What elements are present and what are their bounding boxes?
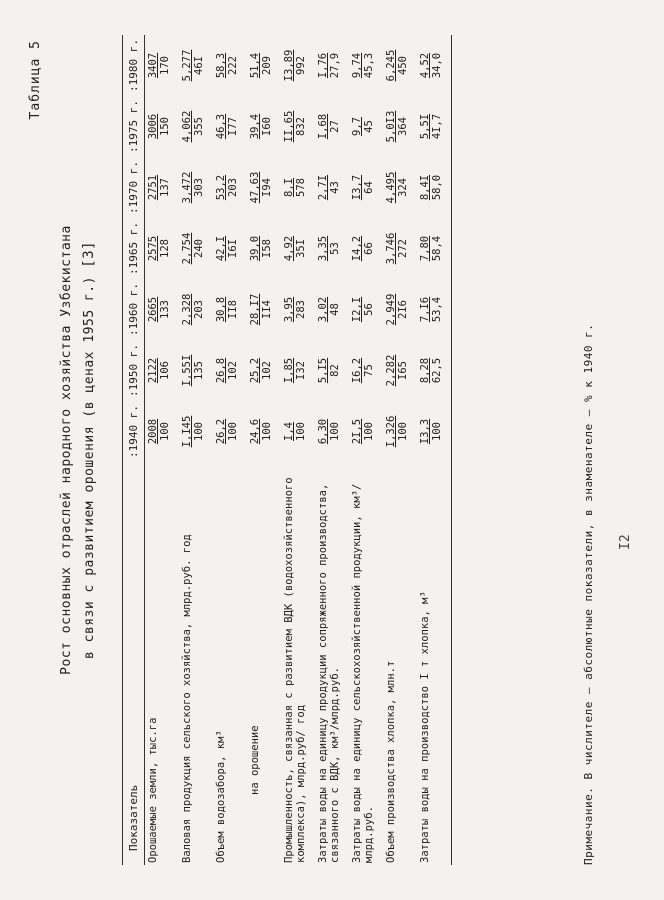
absolute-value: I,4 (283, 422, 295, 441)
row-label: Валовая продукция сельского хозяйства, млрд.руб. год (181, 534, 193, 863)
value-cell (417, 96, 452, 157)
percent-value: 102 (227, 361, 239, 380)
row-label: Промышленность, связанная с развитием ВДК (водохозяйственного комплекса), млрд.руб/ год (283, 477, 307, 863)
value-cell (383, 218, 417, 279)
table-row (213, 35, 247, 865)
row-label: на орошение (249, 725, 261, 795)
table-row (417, 35, 452, 865)
value-cell (281, 35, 315, 96)
absolute-value: I3,7 (351, 174, 363, 201)
title-line-2 (78, 60, 101, 840)
absolute-value: 8,28 (419, 357, 431, 384)
percent-value: 48 (329, 303, 341, 316)
value-cell (417, 401, 452, 462)
absolute-value: 26,8 (215, 357, 227, 384)
value-cell (145, 96, 180, 157)
percent-value: 100 (363, 422, 375, 441)
value-cell (349, 157, 383, 218)
value-cell (349, 279, 383, 340)
year-header: :1960 г. (123, 279, 145, 340)
percent-value: 324 (397, 178, 409, 197)
absolute-value: I,I45 (181, 415, 193, 448)
percent-value: 355 (193, 117, 205, 136)
value-cell (145, 401, 180, 462)
title-line-2-text: в связи с развитием орошения (в ценах 1955 г.) (82, 276, 97, 660)
absolute-value: I6,2 (351, 357, 363, 384)
percent-value: 4I,7 (431, 113, 443, 140)
row-label: Объем водозабора, км³ (215, 730, 227, 863)
absolute-value: 26,2 (215, 418, 227, 445)
percent-value: 106 (159, 361, 171, 380)
percent-value: 53,4 (431, 296, 443, 323)
row-label: Затраты воды на производство I т хлопка, м³ (417, 462, 452, 865)
percent-value: 56 (363, 303, 375, 316)
absolute-value: 25,2 (249, 357, 261, 384)
absolute-value: 8,I (283, 178, 295, 197)
percent-value: 222 (227, 56, 239, 75)
absolute-value: 39,4 (249, 113, 261, 140)
table-body (145, 35, 452, 865)
percent-value: 135 (193, 361, 205, 380)
absolute-value: I,55I (181, 354, 193, 387)
absolute-value: 24,6 (249, 418, 261, 445)
percent-value: 203 (193, 300, 205, 319)
value-cell (417, 35, 452, 96)
absolute-value: 51,4 (249, 52, 261, 79)
percent-value: 75 (363, 364, 375, 377)
absolute-value: 7,I6 (419, 296, 431, 323)
value-cell (315, 157, 349, 218)
value-cell (315, 96, 349, 157)
percent-value: 46I (193, 56, 205, 75)
value-cell (281, 157, 315, 218)
year-header: :1965 г. (123, 218, 145, 279)
percent-value: 992 (295, 56, 307, 75)
absolute-value: 2I,5 (351, 418, 363, 445)
absolute-value: 30,8 (215, 296, 227, 323)
absolute-value: I2,I (351, 296, 363, 323)
absolute-value: 5,5I (419, 113, 431, 140)
percent-value: 58,4 (431, 235, 443, 262)
value-cell (247, 218, 281, 279)
percent-value: 100 (159, 422, 171, 441)
value-cell (145, 279, 180, 340)
absolute-value: 2665 (147, 296, 159, 323)
absolute-value: 7,80 (419, 235, 431, 262)
absolute-value: 42,I (215, 235, 227, 262)
value-cell (247, 157, 281, 218)
value-cell (383, 340, 417, 401)
absolute-value: 4,92 (283, 235, 295, 262)
value-cell (179, 35, 213, 96)
absolute-value: 4,52 (419, 52, 431, 79)
percent-value: 82 (329, 364, 341, 377)
value-cell (179, 218, 213, 279)
absolute-value: 28,I7 (249, 293, 261, 326)
absolute-value: II,65 (283, 110, 295, 143)
percent-value: 364 (397, 117, 409, 136)
value-cell (383, 96, 417, 157)
value-cell (417, 157, 452, 218)
absolute-value: 46,3 (215, 113, 227, 140)
absolute-value: 2,754 (181, 232, 193, 265)
percent-value: 203 (227, 178, 239, 197)
table-title (56, 60, 101, 840)
value-cell (179, 279, 213, 340)
value-cell (213, 279, 247, 340)
value-cell (315, 401, 349, 462)
value-cell (179, 96, 213, 157)
value-cell (247, 340, 281, 401)
absolute-value: 2,7I (317, 174, 329, 201)
table-row (247, 35, 281, 865)
value-cell (145, 157, 180, 218)
value-cell (281, 401, 315, 462)
absolute-value: 3,472 (181, 171, 193, 204)
header-row (123, 35, 145, 865)
percent-value: 53 (329, 242, 341, 255)
table-row (281, 35, 315, 865)
absolute-value: 2,949 (385, 293, 397, 326)
absolute-value: 47,63 (249, 171, 261, 204)
table-row (349, 35, 383, 865)
absolute-value: 3,95 (283, 296, 295, 323)
absolute-value: I3,89 (283, 49, 295, 82)
percent-value: 240 (193, 239, 205, 258)
year-header: :1940 г. (123, 401, 145, 462)
value-cell (281, 340, 315, 401)
percent-value: 128 (159, 239, 171, 258)
value-cell (281, 96, 315, 157)
percent-value: 66 (363, 242, 375, 255)
absolute-value: 3,35 (317, 235, 329, 262)
absolute-value: I,68 (317, 113, 329, 140)
absolute-value: I,85 (283, 357, 295, 384)
row-label: Затраты воды на единицу продукции сопряженного производства, связанного с ВДК, км³/млрд.руб. (317, 483, 341, 863)
table-row (315, 35, 349, 865)
absolute-value: 5,0I3 (385, 110, 397, 143)
percent-value: 832 (295, 117, 307, 136)
year-header: :1975 г. (123, 96, 145, 157)
percent-value: 64 (363, 181, 375, 194)
absolute-value: 3,02 (317, 296, 329, 323)
absolute-value: 2,282 (385, 354, 397, 387)
value-cell (383, 401, 417, 462)
data-table (122, 35, 452, 865)
title-line-1: Рост основных отраслей народного хозяйства Узбекистана (59, 225, 74, 675)
row-label: Орошаемые земли, тыс.га (147, 717, 159, 863)
year-header: :1950 г. (123, 340, 145, 401)
absolute-value: 2008 (147, 418, 159, 445)
absolute-value: 39,0 (249, 235, 261, 262)
percent-value: 303 (193, 178, 205, 197)
absolute-value: 2751 (147, 174, 159, 201)
percent-value: I77 (227, 117, 239, 136)
value-cell (213, 218, 247, 279)
absolute-value: 5,I5 (317, 357, 329, 384)
value-cell (213, 96, 247, 157)
absolute-value: 2122 (147, 357, 159, 384)
percent-value: 100 (261, 422, 273, 441)
value-cell (145, 218, 180, 279)
percent-value: 100 (431, 422, 443, 441)
absolute-value: 6,30 (317, 418, 329, 445)
percent-value: II4 (261, 300, 273, 319)
table-label: Таблица 5 (28, 40, 43, 120)
percent-value: 137 (159, 178, 171, 197)
value-cell (247, 35, 281, 96)
percent-value: 209 (261, 56, 273, 75)
percent-value: 45 (363, 120, 375, 133)
percent-value: 35I (295, 239, 307, 258)
percent-value: 102 (261, 361, 273, 380)
year-header: :1970 г. (123, 157, 145, 218)
percent-value: 62,5 (431, 357, 443, 384)
table-row (179, 35, 213, 865)
footnote: Примечание. В числителе – абсолютные показатели, в знаменателе – % к 1940 г. (582, 323, 595, 865)
percent-value: I60 (261, 117, 273, 136)
row-label: Объем производства хлопка, млн.т (385, 660, 397, 863)
percent-value: 58,0 (431, 174, 443, 201)
percent-value: 27 (329, 120, 341, 133)
absolute-value: 9,7 (351, 117, 363, 136)
value-cell (315, 279, 349, 340)
percent-value: 450 (397, 56, 409, 75)
value-cell (179, 157, 213, 218)
percent-value: 272 (397, 239, 409, 258)
absolute-value: I,76 (317, 52, 329, 79)
absolute-value: 2,328 (181, 293, 193, 326)
value-cell (213, 35, 247, 96)
value-cell (213, 157, 247, 218)
percent-value: I94 (261, 178, 273, 197)
value-cell (213, 401, 247, 462)
percent-value: I32 (295, 361, 307, 380)
value-cell (247, 96, 281, 157)
absolute-value: 5,277 (181, 49, 193, 82)
percent-value: I65 (397, 361, 409, 380)
rotated-content (22, 20, 642, 880)
percent-value: 170 (159, 56, 171, 75)
value-cell (213, 340, 247, 401)
value-cell (349, 218, 383, 279)
percent-value: 100 (193, 422, 205, 441)
absolute-value: 6,245 (385, 49, 397, 82)
value-cell (417, 340, 452, 401)
value-cell (349, 340, 383, 401)
absolute-value: 4,062 (181, 110, 193, 143)
percent-value: 100 (227, 422, 239, 441)
percent-value: 100 (295, 422, 307, 441)
absolute-value: 58,3 (215, 52, 227, 79)
value-cell (179, 340, 213, 401)
year-header: :1980 г. (123, 35, 145, 96)
reference-mark: [3] (81, 240, 97, 268)
value-cell (247, 279, 281, 340)
absolute-value: I4,2 (351, 235, 363, 262)
percent-value: II8 (227, 300, 239, 319)
percent-value: I58 (261, 239, 273, 258)
value-cell (383, 157, 417, 218)
percent-value: 100 (329, 422, 341, 441)
absolute-value: 3,746 (385, 232, 397, 265)
value-cell (145, 35, 180, 96)
value-cell (281, 218, 315, 279)
table-row (145, 35, 180, 865)
percent-value: 150 (159, 117, 171, 136)
value-cell (315, 340, 349, 401)
page-number: I2 (618, 534, 633, 550)
percent-value: 578 (295, 178, 307, 197)
absolute-value: 2575 (147, 235, 159, 262)
value-cell (145, 340, 180, 401)
percent-value: 43 (329, 181, 341, 194)
value-cell (349, 401, 383, 462)
value-cell (383, 35, 417, 96)
absolute-value: 53,2 (215, 174, 227, 201)
percent-value: 45,3 (363, 52, 375, 79)
absolute-value: I,326 (385, 415, 397, 448)
percent-value: 283 (295, 300, 307, 319)
percent-value: 133 (159, 300, 171, 319)
row-label: Затраты воды на единицу сельскохозяйственной продукции, км³/млрд.руб. (351, 483, 375, 863)
percent-value: 100 (397, 422, 409, 441)
percent-value: 34,0 (431, 52, 443, 79)
value-cell (281, 279, 315, 340)
absolute-value: 3407 (147, 52, 159, 79)
percent-value: I6I (227, 239, 239, 258)
indicator-header: Показатель (123, 462, 145, 865)
value-cell (417, 218, 452, 279)
percent-value: 27,9 (329, 52, 341, 79)
value-cell (349, 96, 383, 157)
absolute-value: 8,4I (419, 174, 431, 201)
value-cell (349, 35, 383, 96)
absolute-value: I3,3 (419, 418, 431, 445)
value-cell (417, 279, 452, 340)
value-cell (315, 218, 349, 279)
value-cell (383, 279, 417, 340)
percent-value: 2I6 (397, 300, 409, 319)
absolute-value: 3006 (147, 113, 159, 140)
value-cell (247, 401, 281, 462)
table-row (383, 35, 417, 865)
absolute-value: 4,495 (385, 171, 397, 204)
value-cell (315, 35, 349, 96)
absolute-value: 9,74 (351, 52, 363, 79)
value-cell (179, 401, 213, 462)
